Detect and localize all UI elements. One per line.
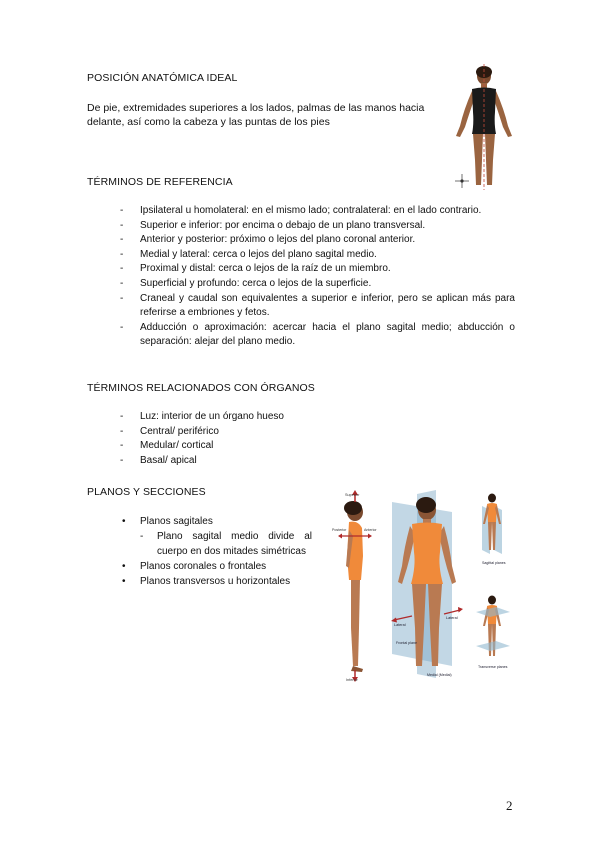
label-transverse-planes: Transverse planes: [478, 665, 508, 669]
planes-list: [120, 514, 312, 589]
list-item: - Adducción o aproximación: acercar hacia el plano sagital medio; abducción o separación: alejar del plano medio.: [120, 321, 515, 348]
label-inferior: Inferior: [346, 678, 358, 682]
list-item: - Superior e inferior: por encima o debajo de un plano transversal.: [120, 219, 426, 231]
reference-terms-list: [120, 204, 515, 350]
list-item: - Ipsilateral u homolateral: en el mismo lado; contralateral: en el lado contrario.: [120, 205, 482, 216]
section-title-anatomical-position: POSICIÓN ANATÓMICA IDEAL: [87, 72, 238, 84]
transverse-planes-thumbnail: [476, 596, 510, 657]
anatomical-position-figure: [448, 64, 520, 192]
anatomical-planes-figure: [332, 488, 524, 684]
label-superior: Superior: [345, 493, 360, 497]
list-item: • Planos coronales o frontales: [122, 561, 267, 572]
page-number: 2: [506, 798, 513, 813]
section-title-planes: PLANOS Y SECCIONES: [87, 486, 206, 498]
label-lateral-left: Lateral: [394, 623, 406, 627]
section-title-organ-terms: TÉRMINOS RELACIONADOS CON ÓRGANOS: [87, 382, 315, 394]
list-item: - Central/ periférico: [120, 425, 219, 437]
list-item: • Planos sagitales - Plano sagital medio divide al cuerpo en dos mitades simétricas: [122, 516, 312, 557]
label-lateral-right: Lateral: [446, 616, 458, 620]
label-posterior: Posterior: [332, 528, 347, 532]
list-item: - Luz: interior de un órgano hueso: [120, 411, 284, 422]
label-frontal-plane: Frontal plane: [396, 641, 417, 645]
label-sagittal-planes: Sagittal planes: [482, 561, 506, 565]
list-item: - Proximal y distal: cerca o lejos de la raíz de un miembro.: [120, 263, 391, 275]
list-item: - Basal/ apical: [120, 454, 197, 466]
sub-list: [140, 529, 312, 559]
list-item: • Planos transversos u horizontales: [122, 576, 291, 587]
list-item: - Medular/ cortical: [120, 440, 214, 452]
anatomical-position-description: De pie, extremidades superiores a los lados, palmas de las manos hacia delante, así como la cabeza y las puntas de los pies: [87, 102, 425, 128]
list-item: - Superficial y profundo: cerca o lejos de la superficie.: [120, 277, 372, 289]
label-anterior: Anterior: [364, 528, 377, 532]
list-item: - Anterior y posterior: próximo o lejos del plano coronal anterior.: [120, 234, 416, 246]
organ-terms-list: [120, 410, 515, 468]
list-item: - Craneal y caudal son equivalentes a superior e inferior, pero se aplican más para referirse a embriones y fetos.: [120, 292, 515, 319]
sagittal-planes-thumbnail: [482, 494, 502, 555]
section-title-reference-terms: TÉRMINOS DE REFERENCIA: [87, 176, 233, 188]
list-item: - Medial y lateral: cerca o lejos del plano sagital medio.: [120, 248, 377, 260]
sub-list-item: - Plano sagital medio divide al cuerpo en dos mitades simétricas: [140, 531, 312, 557]
label-medial: Medial (Medial): [427, 673, 452, 677]
lateral-view-figure: [344, 501, 363, 672]
